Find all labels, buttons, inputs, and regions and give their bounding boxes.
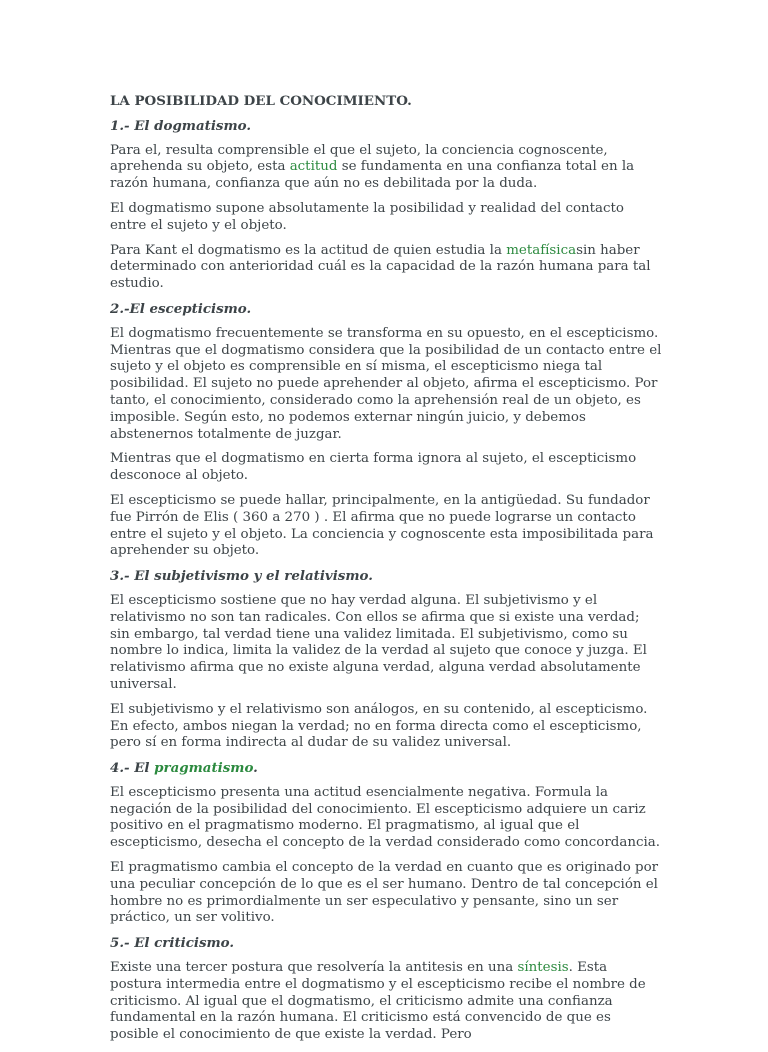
paragraph: El escepticismo se puede hallar, principalmente, en la antigüedad. Su fundador fue Pirrón de Elis ( 360 a 270 ) . El afirma que no puede lograrse un contacto entre el sujeto y el objeto. La conciencia y cognoscente esta imposibilitada para aprehender su objeto.	[110, 492, 654, 559]
paragraph: El dogmatismo frecuentemente se transforma en su opuesto, en el escepticismo. Mientras que el dogmatismo considera que la posibilidad de un contacto entre el sujeto y el objeto es comprensible en sí misma, el escepticismo niega tal posibilidad. El sujeto no puede aprehender al objeto, afirma el escepticismo. Por tanto, el conocimiento, considerado como la aprehensión real de un objeto, es imposible. Según esto, no podemos externar ningún juicio, y debemos abstenernos totalmente de juzgar.	[110, 325, 662, 442]
section-heading-pragmatismo	[110, 760, 662, 777]
heading-run: 4.- El	[110, 760, 155, 777]
section-heading-subjetivismo: 3.- El subjetivismo y el relativismo.	[110, 568, 373, 585]
document-title: LA POSIBILIDAD DEL CONOCIMIENTO.	[110, 93, 412, 109]
text-run: sin haber determinado con anterioridad cuál es la capacidad de la razón humana para tal estudio.	[110, 242, 651, 292]
paragraph	[110, 143, 662, 193]
text-run: . Esta postura intermedia entre el dogmatismo y el escepticismo recibe el nombre de criticismo. Al igual que el dogmatismo, el criticismo admite una confianza fundamental en la razón humana. El criticismo está convencido de que es posible el conocimiento de que existe la verdad. Pero	[110, 960, 646, 1043]
text-run: Para el, resulta comprensible el que el sujeto, la conciencia cognoscente, aprehenda su objeto, esta	[110, 142, 608, 175]
text-run: Para Kant el dogmatismo es la actitud de quien estudia la	[110, 242, 507, 258]
section-heading-escepticismo: 2.-El escepticismo.	[110, 300, 252, 317]
section-heading-dogmatismo: 1.- El dogmatismo.	[110, 117, 251, 134]
link-actitud[interactable]: actitud	[289, 159, 338, 175]
heading-run: .	[253, 760, 258, 777]
paragraph: Mientras que el dogmatismo en cierta forma ignora al sujeto, el escepticismo desconoce al objeto.	[110, 451, 637, 484]
link-sintesis[interactable]: síntesis	[517, 960, 569, 976]
document-page	[110, 93, 662, 1052]
paragraph	[110, 960, 662, 1044]
text-run: Existe una tercer postura que resolvería la antitesis en una	[110, 960, 518, 976]
text-run: se fundamenta en una confianza total en la razón humana, confianza que aún no es debilitada por la duda.	[110, 159, 635, 192]
paragraph: El subjetivismo y el relativismo son análogos, en su contenido, al escepticismo. En efecto, ambos niegan la verdad; no en forma directa como el escepticismo, pero sí en forma indirecta al dudar de su validez universal.	[110, 701, 648, 751]
paragraph	[110, 243, 662, 293]
paragraph: El escepticismo sostiene que no hay verdad alguna. El subjetivismo y el relativismo no son tan radicales. Con ellos se afirma que si existe una verdad; sin embargo, tal verdad tiene una validez limitada. El subjetivismo, como su nombre lo indica, limita la validez de la verdad al sujeto que conoce y juzga. El relativismo afirma que no existe alguna verdad, alguna verdad absolutamente universal.	[110, 592, 647, 692]
paragraph: El pragmatismo cambia el concepto de la verdad en cuanto que es originado por una peculiar concepción de lo que es el ser humano. Dentro de tal concepción el hombre no es primordialmente un ser especulativo y pensante, sino un ser práctico, un ser volitivo.	[110, 860, 659, 926]
section-heading-criticismo: 5.- El criticismo.	[110, 935, 235, 952]
paragraph: El escepticismo presenta una actitud esencialmente negativa. Formula la negación de la posibilidad del conocimiento. El escepticismo adquiere un cariz positivo en el pragmatismo moderno. El pragmatismo, al igual que el escepticismo, desecha el concepto de la verdad considerado como concordancia.	[110, 784, 660, 851]
link-pragmatismo[interactable]: pragmatismo	[154, 760, 254, 777]
paragraph: El dogmatismo supone absolutamente la posibilidad y realidad del contacto entre el sujeto y el objeto.	[110, 200, 624, 233]
link-metafisica[interactable]: metafísica	[506, 242, 577, 258]
